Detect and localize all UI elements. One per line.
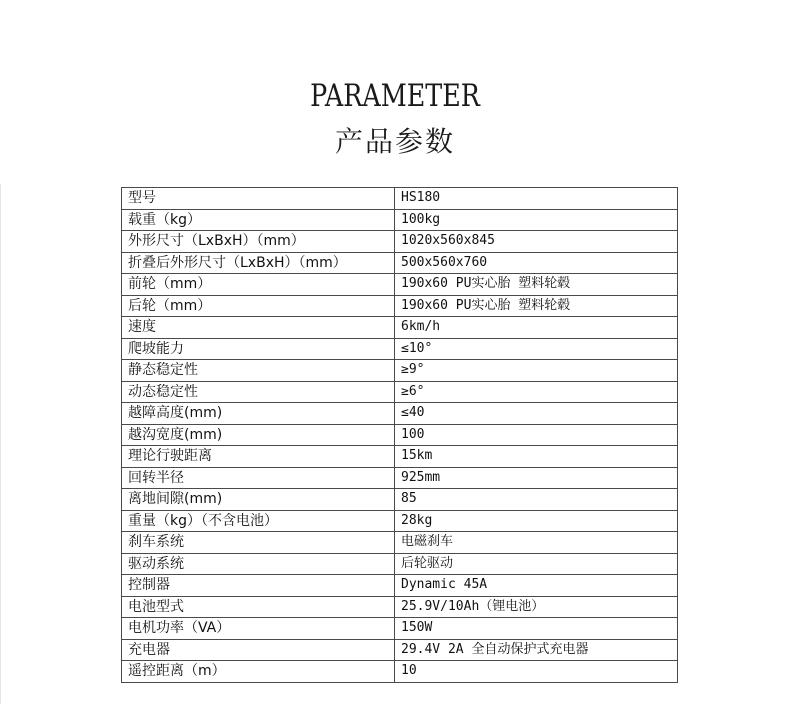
spec-label: 速度 [122, 317, 395, 339]
table-row [122, 209, 678, 231]
title-chinese: 产品参数 [334, 125, 455, 158]
spec-label: 外形尺寸（LxBxH）（mm） [122, 231, 395, 253]
spec-value: 100kg [395, 209, 678, 231]
table-row [122, 661, 678, 683]
table-row [122, 295, 678, 317]
table-row [122, 231, 678, 253]
table-row [122, 403, 678, 425]
spec-label: 动态稳定性 [122, 381, 395, 403]
spec-value: 925mm [395, 467, 678, 489]
spec-value: 25.9V/10Ah（锂电池） [395, 596, 678, 618]
table-row [122, 252, 678, 274]
spec-value: 15km [395, 446, 678, 468]
table-row [122, 596, 678, 618]
spec-table [121, 187, 678, 683]
spec-value: 29.4V 2A 全自动保护式充电器 [395, 639, 678, 661]
spec-label: 刹车系统 [122, 532, 395, 554]
table-row [122, 446, 678, 468]
spec-label: 控制器 [122, 575, 395, 597]
spec-label: 越沟宽度(mm) [122, 424, 395, 446]
spec-label: 电机功率（VA） [122, 618, 395, 640]
table-row [122, 338, 678, 360]
table-row [122, 489, 678, 511]
spec-label: 遥控距离（m） [122, 661, 395, 683]
table-row [122, 575, 678, 597]
title-english: PARAMETER [310, 78, 480, 114]
spec-value: HS180 [395, 188, 678, 210]
spec-table-body [122, 188, 678, 683]
table-row [122, 553, 678, 575]
spec-label: 充电器 [122, 639, 395, 661]
table-row [122, 532, 678, 554]
table-row [122, 639, 678, 661]
spec-value: 150W [395, 618, 678, 640]
spec-label: 重量（kg）（不含电池） [122, 510, 395, 532]
spec-value: 6km/h [395, 317, 678, 339]
spec-label: 后轮（mm） [122, 295, 395, 317]
spec-value: 1020x560x845 [395, 231, 678, 253]
spec-value: 100 [395, 424, 678, 446]
table-row [122, 188, 678, 210]
left-edge-line [0, 184, 1, 704]
spec-label: 电池型式 [122, 596, 395, 618]
spec-value: ≤40 [395, 403, 678, 425]
spec-value: 500x560x760 [395, 252, 678, 274]
table-row [122, 274, 678, 296]
table-row [122, 360, 678, 382]
spec-value: ≥6° [395, 381, 678, 403]
table-row [122, 424, 678, 446]
table-row [122, 317, 678, 339]
spec-value: 后轮驱动 [395, 553, 678, 575]
spec-label: 型号 [122, 188, 395, 210]
spec-value: 190x60 PU实心胎 塑料轮毂 [395, 295, 678, 317]
table-row [122, 618, 678, 640]
table-row [122, 467, 678, 489]
spec-value: 190x60 PU实心胎 塑料轮毂 [395, 274, 678, 296]
spec-value: 28kg [395, 510, 678, 532]
spec-label: 回转半径 [122, 467, 395, 489]
spec-value: 85 [395, 489, 678, 511]
table-row [122, 510, 678, 532]
spec-label: 载重（kg） [122, 209, 395, 231]
spec-value: ≤10° [395, 338, 678, 360]
spec-label: 前轮（mm） [122, 274, 395, 296]
table-row [122, 381, 678, 403]
spec-label: 爬坡能力 [122, 338, 395, 360]
spec-label: 越障高度(mm) [122, 403, 395, 425]
spec-value: 10 [395, 661, 678, 683]
spec-value: Dynamic 45A [395, 575, 678, 597]
spec-label: 理论行驶距离 [122, 446, 395, 468]
spec-label: 静态稳定性 [122, 360, 395, 382]
spec-label: 驱动系统 [122, 553, 395, 575]
spec-value: 电磁刹车 [395, 532, 678, 554]
spec-label: 折叠后外形尺寸（LxBxH）（mm） [122, 252, 395, 274]
spec-value: ≥9° [395, 360, 678, 382]
spec-label: 离地间隙(mm) [122, 489, 395, 511]
